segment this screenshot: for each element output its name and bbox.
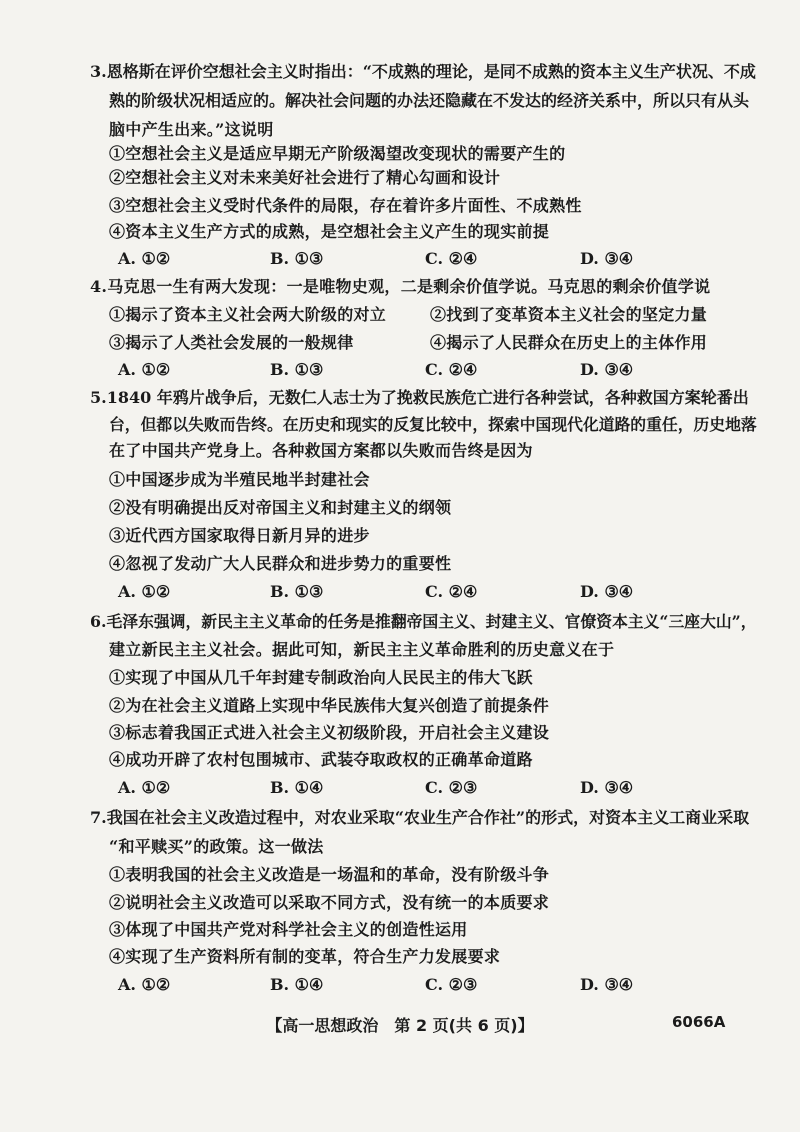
question-4-choice-d: D. ③④ bbox=[580, 360, 634, 379]
question-3-stem-line-3: 脑中产生出来。”这说明 bbox=[109, 120, 274, 139]
question-6-stem-line-2: 建立新民主主义社会。据此可知，新民主主义革命胜利的历史意义在于 bbox=[109, 640, 615, 659]
question-5-option-1: ①中国逐步成为半殖民地半封建社会 bbox=[109, 470, 370, 489]
question-7-option-4: ④实现了生产资料所有制的变革，符合生产力发展要求 bbox=[109, 947, 501, 966]
question-5-choice-c: C. ②④ bbox=[425, 582, 478, 601]
question-5-choice-d: D. ③④ bbox=[580, 582, 634, 601]
question-6-choice-b: B. ①④ bbox=[270, 778, 324, 797]
page-footer-title: 【高一思想政治 第 2 页(共 6 页)】 bbox=[266, 1016, 534, 1035]
question-3-option-1: ①空想社会主义是适应早期无产阶级渴望改变现状的需要产生的 bbox=[109, 144, 566, 163]
question-6-option-2: ②为在社会主义道路上实现中华民族伟大复兴创造了前提条件 bbox=[109, 696, 550, 715]
question-3-option-2: ②空想社会主义对未来美好社会进行了精心勾画和设计 bbox=[109, 168, 501, 187]
question-6-option-1: ①实现了中国从几千年封建专制政治向人民民主的伟大飞跃 bbox=[109, 668, 533, 687]
question-3-choice-d: D. ③④ bbox=[580, 249, 634, 268]
question-4-option-2: ②找到了变革资本主义社会的坚定力量 bbox=[430, 305, 708, 324]
question-4-choice-c: C. ②④ bbox=[425, 360, 478, 379]
question-7-choice-c: C. ②③ bbox=[425, 975, 478, 994]
question-6-choice-c: C. ②③ bbox=[425, 778, 478, 797]
question-3-choice-b: B. ①③ bbox=[270, 249, 324, 268]
question-3-option-4: ④资本主义生产方式的成熟，是空想社会主义产生的现实前提 bbox=[109, 222, 550, 241]
question-5-stem-line-1: 5.1840 年鸦片战争后，无数仁人志士为了挽救民族危亡进行各种尝试，各种救国方案轮番出 bbox=[90, 388, 749, 407]
question-7-option-1: ①表明我国的社会主义改造是一场温和的革命，没有阶级斗争 bbox=[109, 865, 550, 884]
question-7-stem-line-2: “和平赎买”的政策。这一做法 bbox=[109, 837, 324, 856]
question-5-choice-a: A. ①② bbox=[118, 582, 171, 601]
question-7-choice-b: B. ①④ bbox=[270, 975, 324, 994]
question-4-choice-b: B. ①③ bbox=[270, 360, 324, 379]
question-7-stem-line-1: 7.我国在社会主义改造过程中，对农业采取“农业生产合作社”的形式，对资本主义工商业采取 bbox=[90, 808, 750, 827]
question-4-choice-a: A. ①② bbox=[118, 360, 171, 379]
question-5-stem-line-2: 台，但都以失败而告终。在历史和现实的反复比较中，探索中国现代化道路的重任，历史地落 bbox=[109, 415, 757, 434]
question-3-stem-line-2: 熟的阶级状况相适应的。解决社会问题的办法还隐藏在不发达的经济关系中，所以只有从头 bbox=[109, 91, 750, 110]
question-5-option-2: ②没有明确提出反对帝国主义和封建主义的纲领 bbox=[109, 498, 452, 517]
question-3-choice-a: A. ①② bbox=[118, 249, 171, 268]
question-3-stem-line-1: 3.恩格斯在评价空想社会主义时指出：“不成熟的理论，是同不成熟的资本主义生产状况、不成 bbox=[90, 62, 756, 81]
question-7-option-3: ③体现了中国共产党对科学社会主义的创造性运用 bbox=[109, 920, 468, 939]
question-5-choice-b: B. ①③ bbox=[270, 582, 324, 601]
question-6-option-4: ④成功开辟了农村包围城市、武装夺取政权的正确革命道路 bbox=[109, 750, 533, 769]
question-4-option-3: ③揭示了人类社会发展的一般规律 bbox=[109, 333, 354, 352]
question-6-option-3: ③标志着我国正式进入社会主义初级阶段，开启社会主义建设 bbox=[109, 723, 550, 742]
question-3-option-3: ③空想社会主义受时代条件的局限，存在着许多片面性、不成熟性 bbox=[109, 196, 582, 215]
question-7-choice-d: D. ③④ bbox=[580, 975, 634, 994]
question-6-choice-a: A. ①② bbox=[118, 778, 171, 797]
question-4-stem-line-1: 4.马克思一生有两大发现：一是唯物史观，二是剩余价值学说。马克思的剩余价值学说 bbox=[90, 277, 711, 296]
page-footer-code: 6066A bbox=[672, 1013, 726, 1031]
question-6-stem-line-1: 6.毛泽东强调，新民主主义革命的任务是推翻帝国主义、封建主义、官僚资本主义“三座大山”， bbox=[90, 612, 757, 631]
question-5-stem-line-3: 在了中国共产党身上。各种救国方案都以失败而告终是因为 bbox=[109, 441, 533, 460]
question-6-choice-d: D. ③④ bbox=[580, 778, 634, 797]
question-5-option-3: ③近代西方国家取得日新月异的进步 bbox=[109, 526, 370, 545]
question-3-choice-c: C. ②④ bbox=[425, 249, 478, 268]
question-4-option-4: ④揭示了人民群众在历史上的主体作用 bbox=[430, 333, 708, 352]
question-7-option-2: ②说明社会主义改造可以采取不同方式，没有统一的本质要求 bbox=[109, 893, 550, 912]
question-7-choice-a: A. ①② bbox=[118, 975, 171, 994]
question-4-option-1: ①揭示了资本主义社会两大阶级的对立 bbox=[109, 305, 387, 324]
question-5-option-4: ④忽视了发动广大人民群众和进步势力的重要性 bbox=[109, 554, 452, 573]
